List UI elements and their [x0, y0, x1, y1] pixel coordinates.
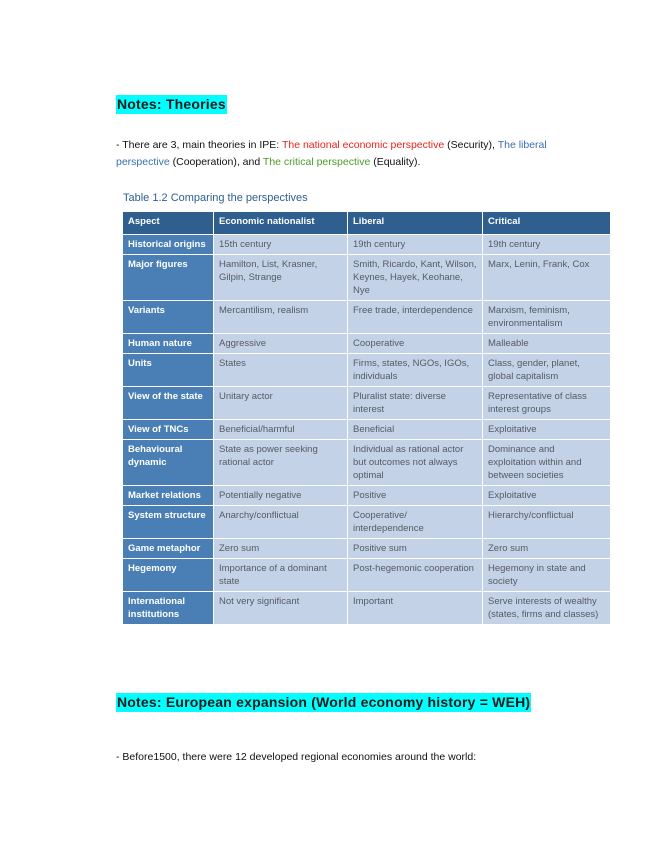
heading-theories: Notes: Theories [117, 96, 226, 112]
national-note: (Security), [444, 139, 498, 151]
nationalist-cell: 15th century [214, 235, 348, 255]
header-nationalist: Economic nationalist [214, 212, 348, 235]
row-aspect: Variants [123, 301, 214, 334]
nationalist-cell: Not very significant [214, 592, 348, 625]
table-row [123, 235, 611, 255]
critical-cell: Serve interests of wealthy (states, firms and classes) [483, 592, 611, 625]
critical-cell: Dominance and exploitation within and between societies [483, 440, 611, 486]
row-aspect: View of TNCs [123, 420, 214, 440]
row-aspect: Game metaphor [123, 539, 214, 559]
header-liberal: Liberal [348, 212, 483, 235]
liberal-cell: Post-hegemonic cooperation [348, 559, 483, 592]
perspectives-table [122, 211, 611, 625]
critical-cell: Exploitative [483, 486, 611, 506]
liberal-cell: 19th century [348, 235, 483, 255]
critical-cell: Hegemony in state and society [483, 559, 611, 592]
table-row [123, 486, 611, 506]
table-row [123, 592, 611, 625]
regional-economies-paragraph: - Before1500, there were 12 developed regional economies around the world: [116, 751, 477, 763]
critical-cell: Representative of class interest groups [483, 387, 611, 420]
table-row [123, 334, 611, 354]
liberal-cell: Positive sum [348, 539, 483, 559]
row-aspect: International institutions [123, 592, 214, 625]
nationalist-cell: Mercantilism, realism [214, 301, 348, 334]
table-row [123, 440, 611, 486]
header-critical: Critical [483, 212, 611, 235]
intro-paragraph [116, 137, 566, 171]
table-row [123, 559, 611, 592]
nationalist-cell: Hamilton, List, Krasner, Gilpin, Strange [214, 255, 348, 301]
nationalist-cell: Beneficial/harmful [214, 420, 348, 440]
liberal-cell: Smith, Ricardo, Kant, Wilson, Keynes, Hayek, Keohane, Nye [348, 255, 483, 301]
heading-european-expansion: Notes: European expansion (World economy history = WEH) [117, 694, 531, 710]
critical-cell: Marx, Lenin, Frank, Cox [483, 255, 611, 301]
nationalist-cell: Anarchy/conflictual [214, 506, 348, 539]
liberal-cell: Free trade, interdependence [348, 301, 483, 334]
critical-cell: Exploitative [483, 420, 611, 440]
liberal-cell: Pluralist state: diverse interest [348, 387, 483, 420]
row-aspect: Major figures [123, 255, 214, 301]
nationalist-cell: Aggressive [214, 334, 348, 354]
header-aspect: Aspect [123, 212, 214, 235]
row-aspect: Behavioural dynamic [123, 440, 214, 486]
row-aspect: System structure [123, 506, 214, 539]
table-row [123, 506, 611, 539]
intro-prefix: - There are 3, main theories in IPE: [116, 139, 282, 151]
critical-cell: Hierarchy/conflictual [483, 506, 611, 539]
table-row [123, 354, 611, 387]
national-perspective-text: The national economic perspective [281, 139, 445, 151]
critical-cell: Class, gender, planet, global capitalism [483, 354, 611, 387]
nationalist-cell: State as power seeking rational actor [214, 440, 348, 486]
liberal-cell: Cooperative [348, 334, 483, 354]
table-caption: Table 1.2 Comparing the perspectives [123, 192, 308, 204]
table-row [123, 420, 611, 440]
nationalist-cell: Zero sum [214, 539, 348, 559]
row-aspect: Market relations [123, 486, 214, 506]
row-aspect: Human nature [123, 334, 214, 354]
row-aspect: Units [123, 354, 214, 387]
critical-cell: Malleable [483, 334, 611, 354]
nationalist-cell: States [214, 354, 348, 387]
critical-cell: Marxism, feminism, environmentalism [483, 301, 611, 334]
row-aspect: Hegemony [123, 559, 214, 592]
liberal-cell: Individual as rational actor but outcomes not always optimal [348, 440, 483, 486]
liberal-cell: Positive [348, 486, 483, 506]
liberal-perspective-text: The liberal perspective [116, 139, 547, 168]
nationalist-cell: Potentially negative [214, 486, 348, 506]
critical-note: (Equality). [370, 156, 421, 168]
liberal-cell: Important [348, 592, 483, 625]
nationalist-cell: Importance of a dominant state [214, 559, 348, 592]
liberal-cell: Cooperative/ interdependence [348, 506, 483, 539]
table-header-row [123, 212, 611, 235]
liberal-cell: Beneficial [348, 420, 483, 440]
table-row [123, 301, 611, 334]
row-aspect: Historical origins [123, 235, 214, 255]
critical-cell: Zero sum [483, 539, 611, 559]
table-row [123, 539, 611, 559]
critical-cell: 19th century [483, 235, 611, 255]
liberal-cell: Firms, states, NGOs, IGOs, individuals [348, 354, 483, 387]
nationalist-cell: Unitary actor [214, 387, 348, 420]
table-row [123, 387, 611, 420]
row-aspect: View of the state [123, 387, 214, 420]
liberal-note: (Cooperation), and [169, 156, 263, 168]
table-row [123, 255, 611, 301]
critical-perspective-text: The critical perspective [262, 156, 371, 168]
